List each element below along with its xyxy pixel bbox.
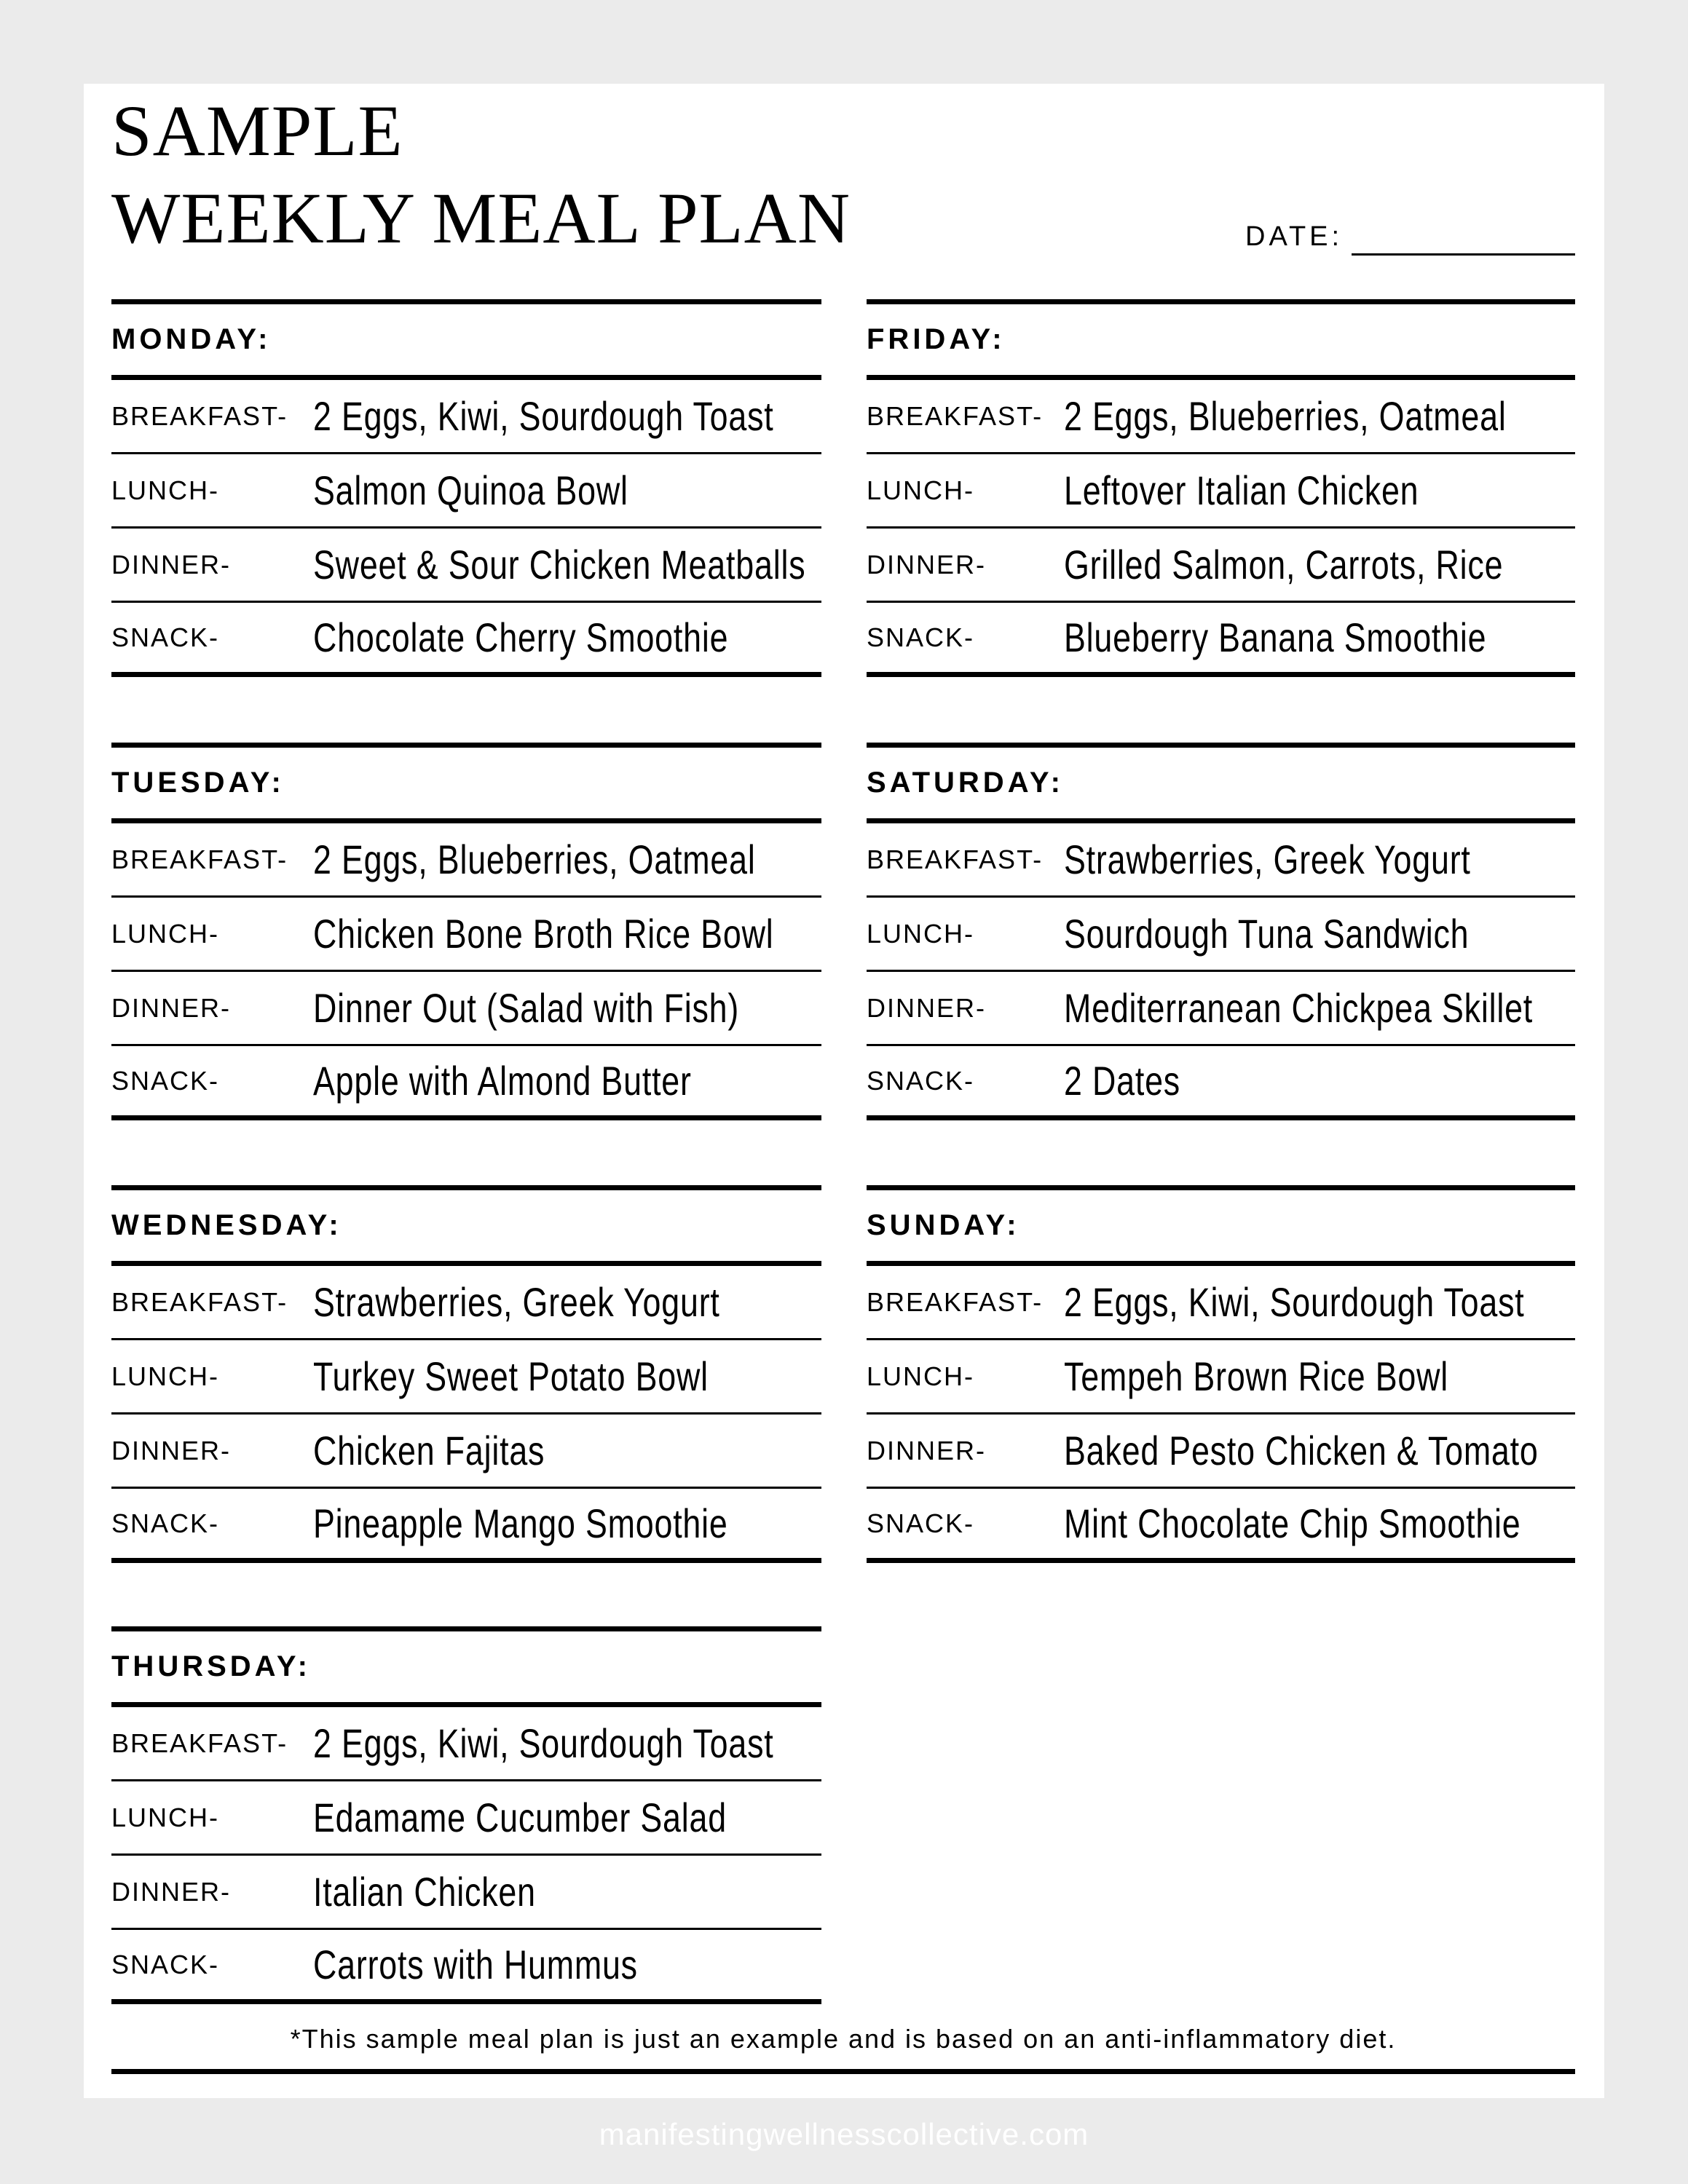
meal-value: Baked Pesto Chicken & Tomato [1064, 1428, 1539, 1473]
meal-label: DINNER- [111, 1876, 231, 1907]
meal-row-breakfast [111, 823, 821, 898]
meal-row-lunch [867, 1340, 1575, 1415]
meal-row-dinner [867, 529, 1575, 603]
day-block-tuesday [111, 743, 821, 1120]
watermark: manifestingwellnesscollective.com [599, 2117, 1089, 2151]
meal-value: 2 Eggs, Kiwi, Sourdough Toast [1064, 1279, 1525, 1325]
meal-label: SNACK- [867, 622, 975, 652]
meal-value: Chocolate Cherry Smoothie [313, 614, 729, 660]
meal-value: Sweet & Sour Chicken Meatballs [313, 542, 806, 587]
meal-row-lunch [867, 454, 1575, 529]
meal-label: LUNCH- [867, 1361, 975, 1391]
title-line-2: WEEKLY MEAL PLAN [111, 178, 851, 258]
meal-value: Italian Chicken [313, 1869, 536, 1915]
meal-row-lunch [111, 1340, 821, 1415]
meal-label: DINNER- [111, 1435, 231, 1465]
meal-label: SNACK- [111, 1508, 220, 1538]
meal-row-breakfast [111, 380, 821, 454]
meal-value: Edamame Cucumber Salad [313, 1795, 727, 1840]
meal-label: BREAKFAST- [111, 844, 288, 874]
meal-label: SNACK- [111, 1949, 220, 1979]
meal-row-breakfast [867, 380, 1575, 454]
day-block-saturday [867, 743, 1575, 1120]
meal-label: LUNCH- [111, 918, 220, 949]
day-header [111, 1626, 821, 1707]
day-name: MONDAY: [111, 323, 272, 355]
meal-value: 2 Eggs, Kiwi, Sourdough Toast [313, 393, 774, 439]
meal-label: SNACK- [111, 622, 220, 652]
meal-value: 2 Eggs, Blueberries, Oatmeal [313, 836, 756, 882]
meal-row-snack [867, 1489, 1575, 1563]
meal-value: Mediterranean Chickpea Skillet [1064, 985, 1534, 1031]
day-name: THURSDAY: [111, 1650, 311, 1682]
day-header [867, 743, 1575, 823]
day-header [111, 1185, 821, 1266]
divider [111, 2069, 1575, 2074]
footnote: *This sample meal plan is just an example and is based on an anti-inflammatory diet. [290, 2024, 1397, 2054]
meal-label: BREAKFAST- [867, 844, 1044, 874]
meal-row-snack [111, 1489, 821, 1563]
meal-label: LUNCH- [867, 918, 975, 949]
meal-label: DINNER- [111, 992, 231, 1023]
meal-value: 2 Dates [1064, 1058, 1180, 1104]
meal-label: DINNER- [111, 549, 231, 579]
meal-value: Mint Chocolate Chip Smoothie [1064, 1500, 1521, 1546]
meal-row-dinner [867, 972, 1575, 1046]
meal-label: BREAKFAST- [867, 400, 1044, 431]
meal-label: LUNCH- [111, 475, 220, 505]
meal-value: Leftover Italian Chicken [1064, 467, 1419, 513]
meal-value: Turkey Sweet Potato Bowl [313, 1353, 709, 1399]
day-header [867, 1185, 1575, 1266]
meal-value: Strawberries, Greek Yogurt [313, 1279, 720, 1325]
meal-row-breakfast [867, 1266, 1575, 1340]
meal-label: LUNCH- [111, 1361, 220, 1391]
meal-value: Grilled Salmon, Carrots, Rice [1064, 542, 1504, 587]
meal-value: Sourdough Tuna Sandwich [1064, 911, 1470, 957]
date-label: DATE: [1245, 221, 1344, 252]
day-name: SUNDAY: [867, 1209, 1020, 1241]
meal-label: SNACK- [111, 1065, 220, 1096]
day-block-friday [867, 299, 1575, 677]
meal-label: BREAKFAST- [111, 1286, 288, 1317]
day-block-thursday [111, 1626, 821, 2004]
meal-label: DINNER- [867, 992, 986, 1023]
meal-row-snack [111, 603, 821, 677]
meal-label: SNACK- [867, 1065, 975, 1096]
day-name: FRIDAY: [867, 323, 1006, 355]
day-header [111, 299, 821, 380]
day-block-sunday [867, 1185, 1575, 1563]
meal-value: 2 Eggs, Kiwi, Sourdough Toast [313, 1720, 774, 1766]
meal-value: Apple with Almond Butter [313, 1058, 692, 1104]
meal-row-dinner [111, 972, 821, 1046]
meal-row-dinner [111, 529, 821, 603]
meal-value: Salmon Quinoa Bowl [313, 467, 628, 513]
meal-row-snack [111, 1046, 821, 1120]
meal-label: SNACK- [867, 1508, 975, 1538]
day-header [867, 299, 1575, 380]
meal-row-lunch [111, 898, 821, 972]
meal-value: Blueberry Banana Smoothie [1064, 614, 1487, 660]
meal-row-dinner [111, 1856, 821, 1930]
meal-value: Tempeh Brown Rice Bowl [1064, 1353, 1449, 1399]
meal-value: Chicken Bone Broth Rice Bowl [313, 911, 774, 957]
meal-value: Strawberries, Greek Yogurt [1064, 836, 1471, 882]
meal-label: DINNER- [867, 549, 986, 579]
meal-row-dinner [867, 1415, 1575, 1489]
meal-row-breakfast [867, 823, 1575, 898]
meal-row-snack [111, 1930, 821, 2004]
day-header [111, 743, 821, 823]
day-block-monday [111, 299, 821, 677]
meal-row-snack [867, 603, 1575, 677]
day-name: TUESDAY: [111, 767, 285, 799]
meal-value: Carrots with Hummus [313, 1942, 638, 1987]
meal-value: Pineapple Mango Smoothie [313, 1500, 728, 1546]
meal-label: BREAKFAST- [111, 400, 288, 431]
meal-row-dinner [111, 1415, 821, 1489]
meal-value: Dinner Out (Salad with Fish) [313, 985, 740, 1031]
meal-row-breakfast [111, 1266, 821, 1340]
meal-label: DINNER- [867, 1435, 986, 1465]
day-name: WEDNESDAY: [111, 1209, 342, 1241]
meal-label: LUNCH- [111, 1802, 220, 1832]
date-field[interactable] [1352, 253, 1575, 256]
meal-label: BREAKFAST- [867, 1286, 1044, 1317]
meal-value: 2 Eggs, Blueberries, Oatmeal [1064, 393, 1507, 439]
day-name: SATURDAY: [867, 767, 1064, 799]
meal-row-snack [867, 1046, 1575, 1120]
meal-value: Chicken Fajitas [313, 1428, 545, 1473]
meal-row-breakfast [111, 1707, 821, 1781]
meal-label: BREAKFAST- [111, 1728, 288, 1758]
meal-row-lunch [111, 454, 821, 529]
meal-label: LUNCH- [867, 475, 975, 505]
title-line-1: SAMPLE [111, 90, 403, 171]
meal-row-lunch [867, 898, 1575, 972]
meal-row-lunch [111, 1781, 821, 1856]
day-block-wednesday [111, 1185, 821, 1563]
